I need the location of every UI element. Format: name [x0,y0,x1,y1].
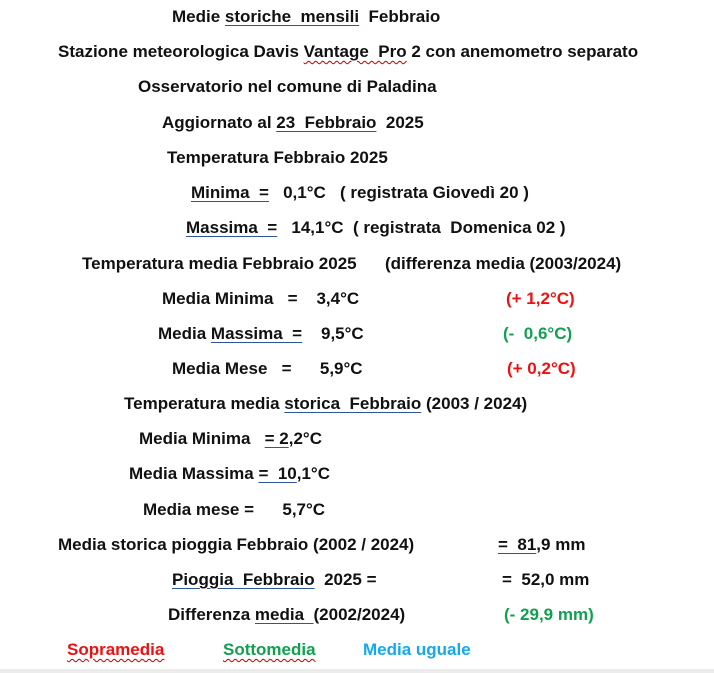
temp-month-heading: Temperatura Febbraio 2025 [167,148,388,167]
temp-max-line: Massima = 14,1°C ( registrata Domenica 02 ) [186,218,566,237]
updated-line: Aggiornato al 23 Febbraio 2025 [162,113,424,132]
document-title: Medie storiche mensili Febbraio [172,7,441,26]
observatory-line: Osservatorio nel comune di Paladina [138,77,437,96]
rain-hist-value: = 81,9 mm [498,535,586,554]
legend-equal: Media uguale [363,640,471,659]
rain-month-value: = 52,0 mm [502,570,590,589]
hist-max-line: Media Massima = 10,1°C [129,464,331,483]
mean-month-label: Media Mese = 5,9°C [172,359,363,378]
page-bottom-edge [0,669,714,673]
legend-below: Sottomedia [223,640,316,659]
mean-min-diff: (+ 1,2°C) [506,289,575,308]
rain-diff-label: Differenza media (2002/2024) [168,605,406,624]
hist-min-line: Media Minima = 2,2°C [139,429,323,448]
temp-min-line: Minima = 0,1°C ( registrata Giovedì 20 ) [191,183,529,202]
mean-max-label: Media Massima = 9,5°C [158,324,364,343]
station-line: Stazione meteorologica Davis Vantage Pro 2 con anemometro separato [58,42,639,61]
rain-hist-label: Media storica pioggia Febbraio (2002 / 2024) [58,535,415,554]
temp-mean-heading: Temperatura media Febbraio 2025 (differenza media (2003/2024) [82,254,622,273]
hist-month-line: Media mese = 5,7°C [143,500,326,519]
hist-heading: Temperatura media storica Febbraio (2003 / 2024) [124,394,528,413]
rain-diff-value: (- 29,9 mm) [504,605,594,624]
legend-above: Sopramedia [67,640,165,659]
mean-month-diff: (+ 0,2°C) [507,359,576,378]
mean-max-diff: (- 0,6°C) [503,324,573,343]
mean-min-label: Media Minima = 3,4°C [162,289,360,308]
rain-month-label: Pioggia Febbraio 2025 = [172,570,377,589]
